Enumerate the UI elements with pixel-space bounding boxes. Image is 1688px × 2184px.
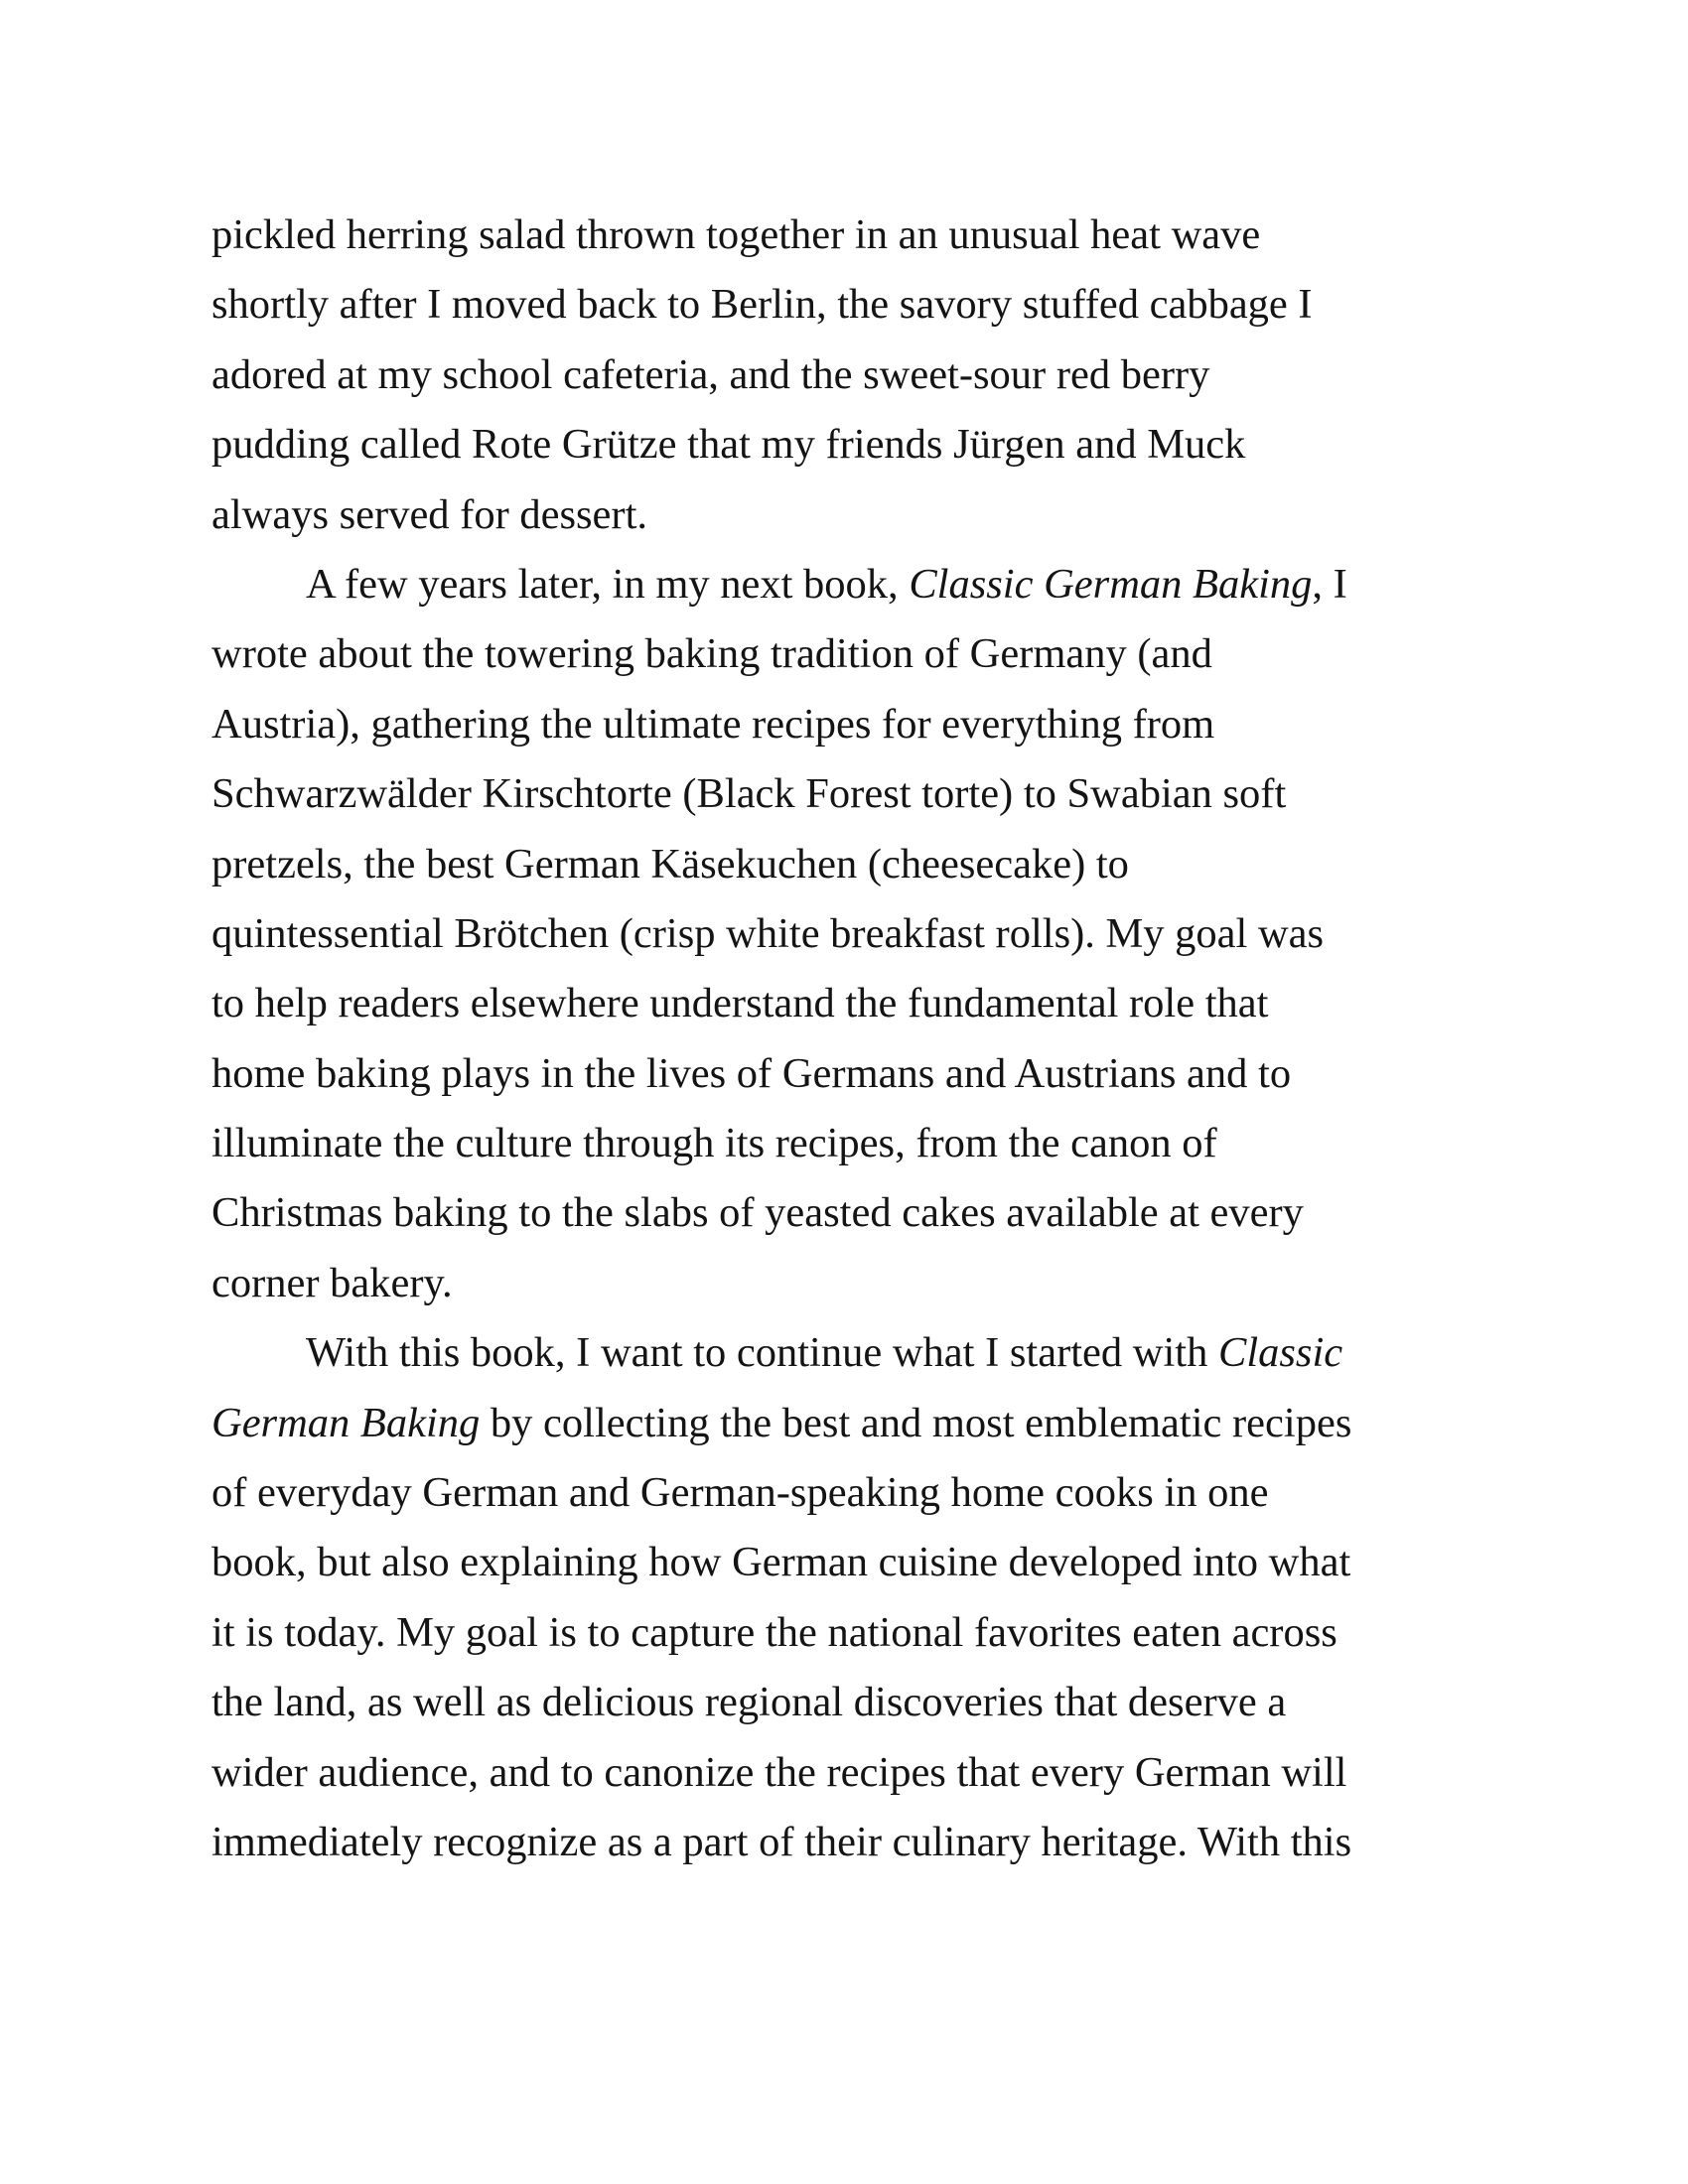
text-segment: to help readers elsewhere understand the fundamental role that — [211, 980, 1269, 1027]
text-segment: quintessential Brötchen (crisp white breakfast rolls). My goal was — [211, 909, 1325, 957]
text-line — [211, 1318, 1492, 1388]
book-title: German Baking — [211, 1399, 481, 1446]
book-title: Classic — [1217, 1329, 1343, 1377]
text-segment: wider audience, and to canonize the recipes that every German will — [211, 1748, 1347, 1796]
text-line — [211, 619, 1492, 689]
text-line — [211, 1528, 1492, 1597]
text-segment: Christmas baking to the slabs of yeasted cakes available at every — [211, 1189, 1304, 1237]
text-segment: of everyday German and German-speaking home cooks in one — [211, 1469, 1269, 1517]
text-line — [211, 341, 1492, 410]
text-segment: home baking plays in the lives of Germans and Austrians and to — [211, 1049, 1292, 1097]
text-line — [211, 270, 1492, 340]
text-segment: A few years later, in my next book, — [306, 560, 910, 608]
text-segment: Schwarzwälder Kirschtorte (Black Forest torte) to Swabian soft — [211, 770, 1287, 818]
text-line — [211, 690, 1492, 759]
text-line — [211, 1808, 1492, 1877]
text-line — [211, 1109, 1492, 1178]
text-segment: illuminate the culture through its recipes, from the canon of — [211, 1120, 1217, 1167]
text-segment: the land, as well as delicious regional discoveries that deserve a — [211, 1679, 1287, 1726]
text-segment: by collecting the best and most emblematic recipes — [480, 1399, 1352, 1446]
text-line — [211, 1738, 1492, 1808]
text-segment: shortly after I moved back to Berlin, the savory stuffed cabbage I — [211, 281, 1313, 329]
text-segment: Austria), gathering the ultimate recipes for everything from — [211, 700, 1215, 748]
text-line — [211, 201, 1492, 270]
text-line — [211, 1249, 1492, 1318]
body-text — [211, 201, 1492, 1877]
text-line — [211, 550, 1492, 619]
text-segment: adored at my school cafeteria, and the sweet-sour red berry — [211, 350, 1210, 398]
text-line — [211, 969, 1492, 1038]
text-segment: , I — [1312, 560, 1347, 608]
text-segment: pickled herring salad thrown together in an unusual heat wave — [211, 211, 1261, 258]
text-segment: immediately recognize as a part of their culinary heritage. With this — [211, 1818, 1352, 1865]
text-line — [211, 410, 1492, 479]
text-line — [211, 1178, 1492, 1248]
text-segment: it is today. My goal is to capture the national favorites eaten across — [211, 1608, 1337, 1656]
text-segment: always served for dessert. — [211, 490, 648, 538]
text-line — [211, 1668, 1492, 1737]
text-segment: pretzels, the best German Käsekuchen (cheesecake) to — [211, 840, 1129, 887]
book-title: Classic German Baking — [909, 560, 1313, 608]
text-line — [211, 1458, 1492, 1528]
text-line — [211, 1389, 1492, 1458]
text-segment: corner bakery. — [211, 1259, 453, 1306]
text-line — [211, 759, 1492, 829]
text-segment: With this book, I want to continue what I started with — [306, 1329, 1218, 1377]
text-line — [211, 899, 1492, 969]
text-line — [211, 1039, 1492, 1109]
text-segment: pudding called Rote Grütze that my friends Jürgen and Muck — [211, 421, 1246, 469]
text-line — [211, 830, 1492, 899]
text-line — [211, 480, 1492, 550]
text-segment: wrote about the towering baking tradition of Germany (and — [211, 630, 1212, 678]
text-segment: book, but also explaining how German cuisine developed into what — [211, 1539, 1351, 1586]
text-line — [211, 1598, 1492, 1668]
